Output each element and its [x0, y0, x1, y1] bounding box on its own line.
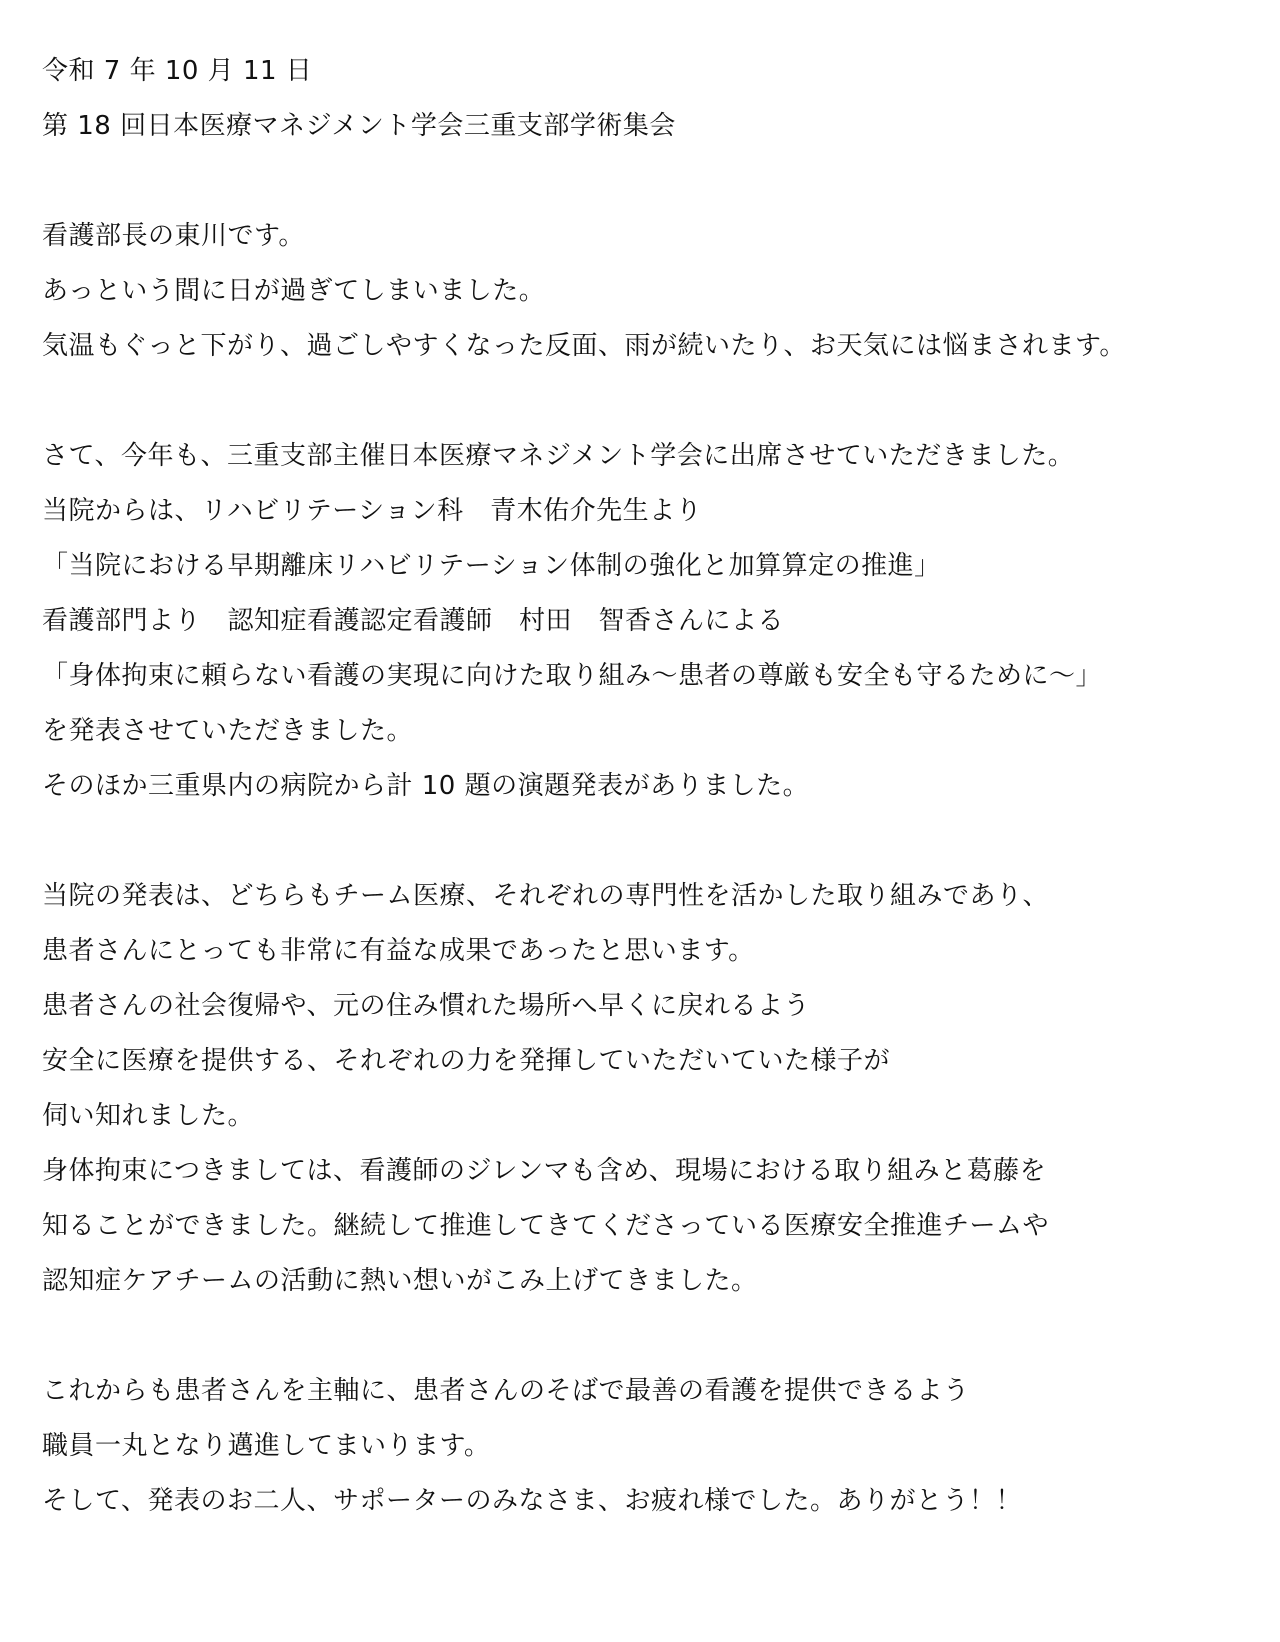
paragraph-greeting: [42, 209, 1280, 374]
spacer: [42, 814, 1280, 869]
event-title: 第 18 回日本医療マネジメント学会三重支部学術集会: [42, 111, 676, 141]
text-line: を発表させていただきました。: [42, 716, 414, 746]
text-line: そのほか三重県内の病院から計 10 題の演題発表がありました。: [42, 771, 810, 801]
text-line: さて、今年も、三重支部主催日本医療マネジメント学会に出席させていただきました。: [42, 441, 1075, 471]
text-line: そして、発表のお二人、サポーターのみなさま、お疲れ様でした。ありがとう！！: [42, 1486, 1022, 1516]
text-line: 患者さんにとっても非常に有益な成果であったと思います。: [42, 936, 755, 966]
spacer: [42, 1309, 1280, 1364]
paragraph-presentations: [42, 429, 1280, 814]
text-line: 「身体拘束に頼らない看護の実現に向けた取り組み～患者の尊厳も安全も守るために～」: [42, 661, 1103, 691]
text-line: 看護部長の東川です。: [42, 221, 305, 251]
text-line: 伺い知れました。: [42, 1101, 255, 1131]
paragraph-reflection: [42, 869, 1280, 1309]
text-line: 当院の発表は、どちらもチーム医療、それぞれの専門性を活かした取り組みであり、: [42, 881, 1050, 911]
paragraph-closing: [42, 1364, 1280, 1529]
text-line: 知ることができました。継続して推進してきてくださっている医療安全推進チームや: [42, 1211, 1050, 1241]
spacer: [42, 374, 1280, 429]
text-line: これからも患者さんを主軸に、患者さんのそばで最善の看護を提供できるよう: [42, 1376, 970, 1406]
date-line: 令和 7 年 10 月 11 日: [42, 56, 313, 86]
text-line: 安全に医療を提供する、それぞれの力を発揮していただいていた様子が: [42, 1046, 891, 1076]
text-line: 患者さんの社会復帰や、元の住み慣れた場所へ早くに戻れるよう: [42, 991, 810, 1021]
text-line: 看護部門より 認知症看護認定看護師 村田 智香さんによる: [42, 606, 785, 636]
text-line: 身体拘束につきましては、看護師のジレンマも含め、現場における取り組みと葛藤を: [42, 1156, 1047, 1186]
spacer: [42, 154, 1280, 209]
text-line: 「当院における早期離床リハビリテーション体制の強化と加算算定の推進」: [42, 551, 941, 581]
text-line: 認知症ケアチームの活動に熱い想いがこみ上げてきました。: [42, 1266, 758, 1296]
text-line: 当院からは、リハビリテーション科 青木佑介先生より: [42, 496, 703, 526]
text-line: 職員一丸となり邁進してまいります。: [42, 1431, 491, 1461]
text-line: あっという間に日が過ぎてしまいました。: [42, 276, 546, 306]
text-line: 気温もぐっと下がり、過ごしやすくなった反面、雨が続いたり、お天気には悩まされます。: [42, 331, 1126, 361]
